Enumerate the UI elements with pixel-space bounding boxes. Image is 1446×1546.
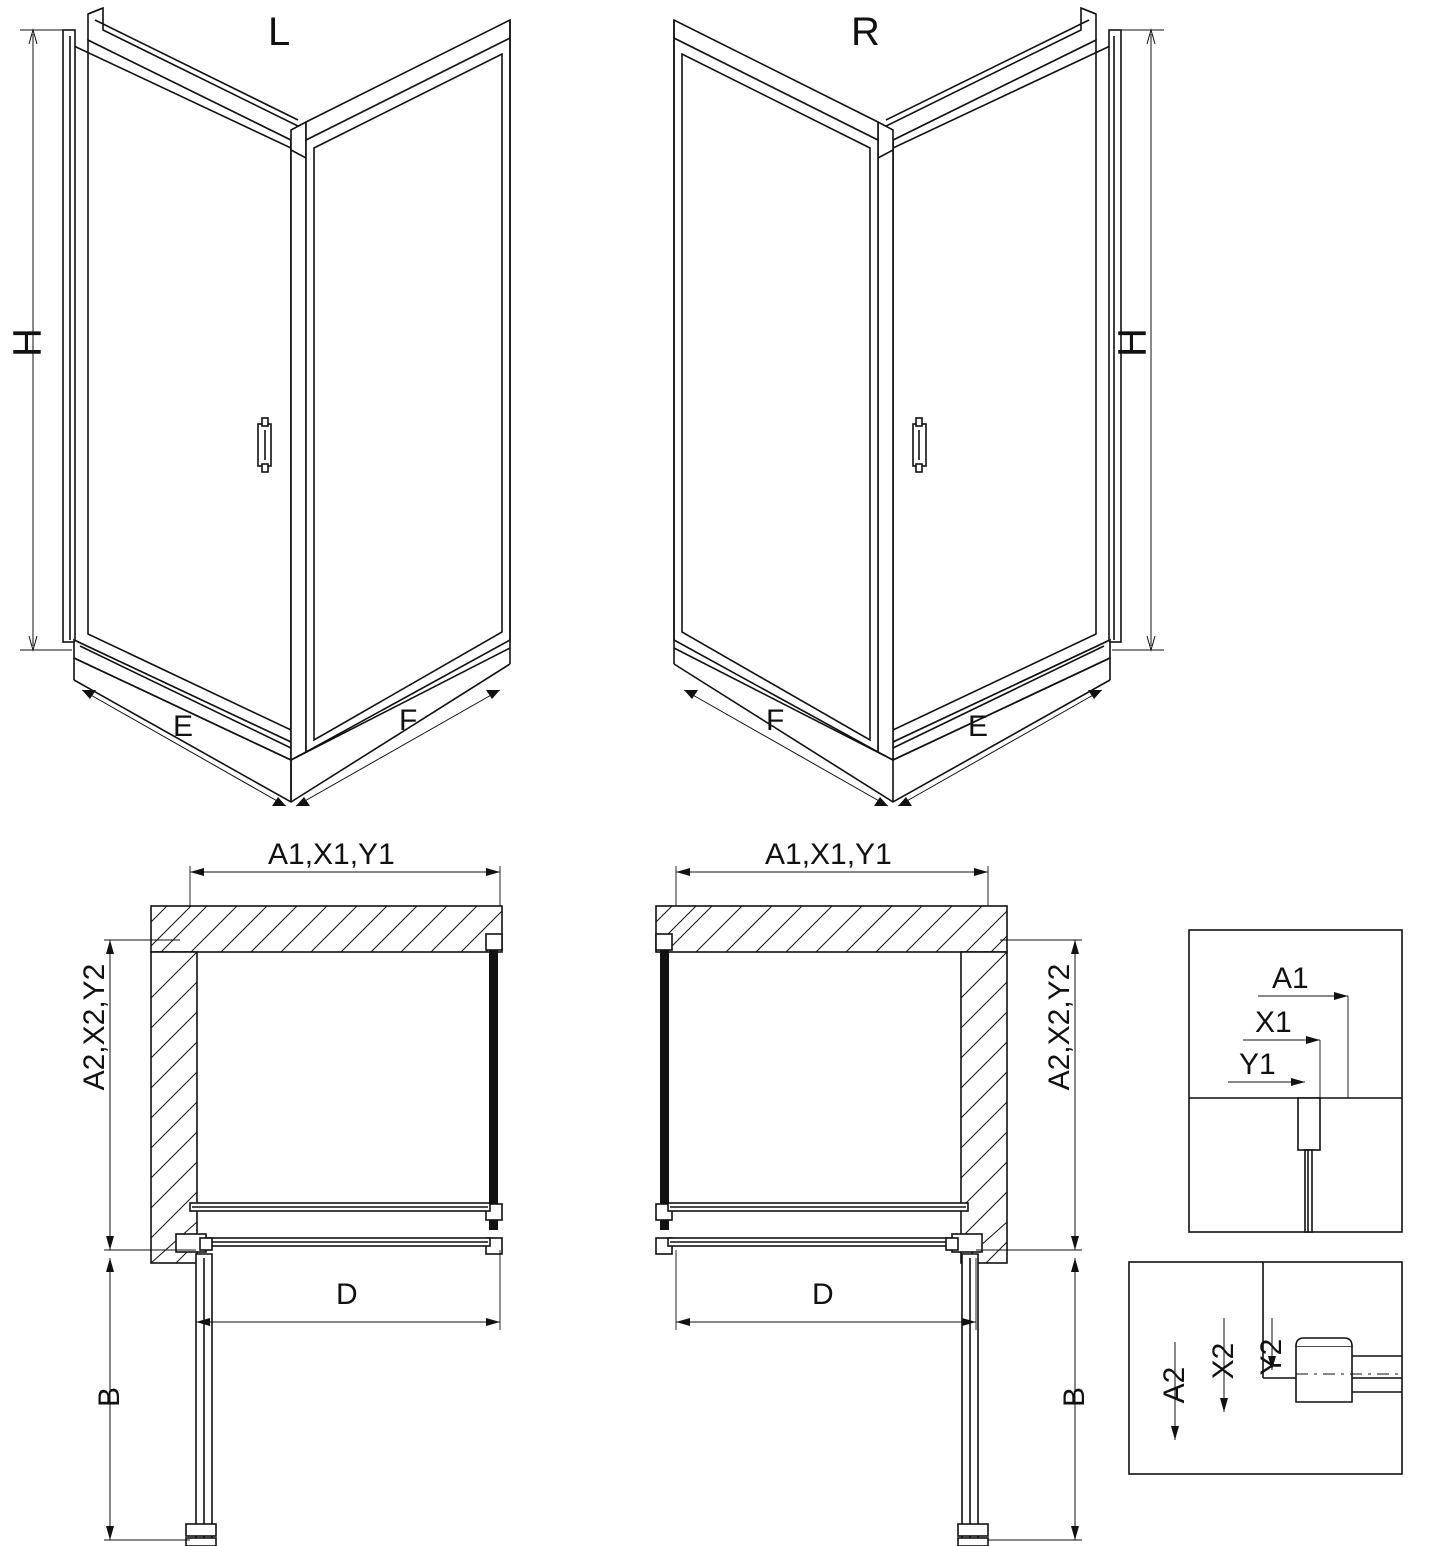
dim-label-f-left: F: [399, 704, 418, 737]
detail-dim-label-a1: A1: [1272, 962, 1309, 995]
plan-view-left: [104, 866, 502, 1546]
dim-label-e-right: E: [968, 710, 989, 743]
dim-label-d-right: D: [812, 1278, 834, 1311]
iso-view-left: [20, 8, 510, 806]
dim-label-a2x2y2-left: A2,X2,Y2: [78, 963, 111, 1091]
dim-label-a2x2y2-right: A2,X2,Y2: [1043, 963, 1076, 1091]
detail-dim-label-y2: Y2: [1255, 1338, 1288, 1376]
detail-dim-label-y1: Y1: [1239, 1048, 1276, 1081]
label-right-variant: R: [851, 10, 880, 54]
iso-view-right: [674, 8, 1164, 806]
plan-view-right: [656, 866, 1082, 1546]
dim-label-a1x1y1-right: A1,X1,Y1: [765, 838, 892, 871]
dim-label-b-right: B: [1058, 1387, 1091, 1408]
dim-label-b-left: B: [93, 1387, 126, 1408]
detail-dim-label-x2: X2: [1207, 1342, 1240, 1380]
label-left-variant: L: [268, 10, 291, 54]
dim-label-h-right: H: [1110, 328, 1155, 357]
dim-label-f-right: F: [766, 704, 785, 737]
detail-dim-label-a2: A2: [1158, 1366, 1191, 1404]
detail-dim-label-x1: X1: [1255, 1006, 1292, 1039]
dim-label-h-left: H: [5, 328, 50, 357]
door-handle-right: [913, 418, 926, 472]
dim-label-d-left: D: [336, 1278, 358, 1311]
dim-label-e-left: E: [173, 710, 194, 743]
dim-label-a1x1y1-left: A1,X1,Y1: [268, 838, 395, 871]
door-handle-left: [258, 418, 271, 472]
